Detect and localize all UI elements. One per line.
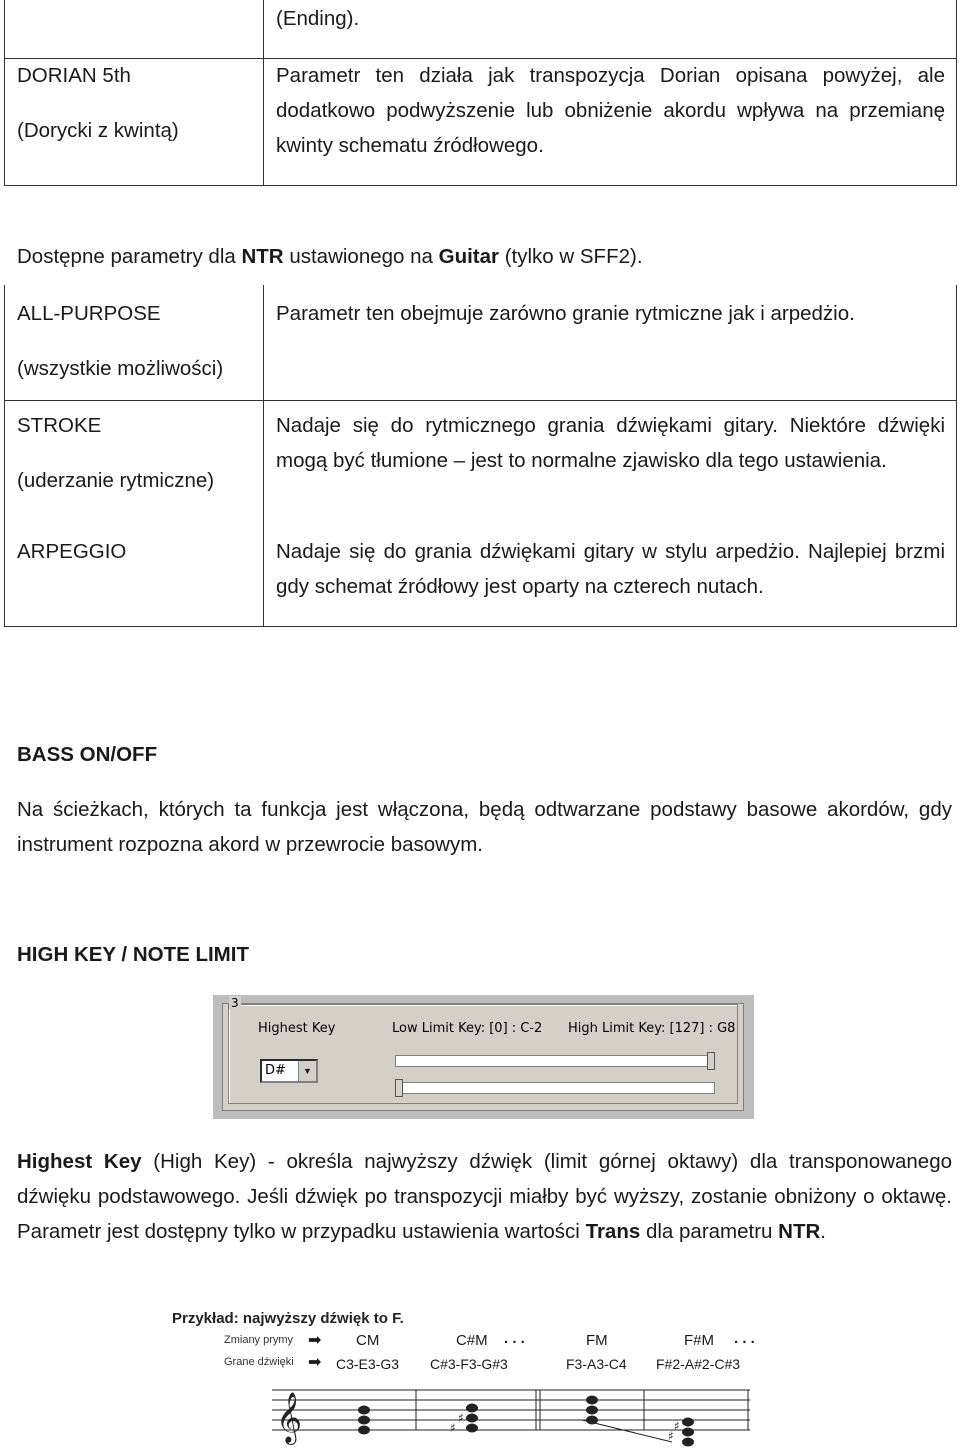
ntr-intro-guitar: Guitar: [438, 245, 500, 268]
table-column-divider: [263, 0, 264, 186]
ellipsis: . . .: [504, 1330, 525, 1347]
row2-label: Grane dźwięki: [224, 1356, 294, 1368]
chord-label: CM: [356, 1332, 380, 1349]
ntr-intro-before: Dostępne parametry dla: [17, 245, 242, 268]
table-column-divider: [263, 285, 264, 627]
highest-key-label: Highest Key: [258, 1021, 336, 1036]
ntr-intro-ntr: NTR: [241, 245, 284, 268]
ntr-intro-after: (tylko w SFF2).: [499, 245, 643, 268]
example-title: Przykład: najwyższy dźwięk to F.: [172, 1310, 404, 1327]
stroke-name: STROKE: [17, 414, 102, 437]
allpurpose-name: ALL-PURPOSE: [17, 302, 161, 325]
highest-key-text-3: .: [820, 1220, 826, 1243]
low-limit-label: Low Limit Key: [0] : C-2: [392, 1021, 543, 1036]
chord-label: F#M: [684, 1332, 714, 1349]
highest-key-term: Highest Key: [17, 1150, 142, 1173]
ellipsis: . . .: [734, 1330, 755, 1347]
highest-key-text-1: (High Key) - określa najwyższy dźwięk (limit górnej oktawy) dla transponowanego dźwięku podstawowego. Jeśli dźwięk po transpozycji miałby być wyższy, zostanie obniżony o oktawę. Parametr jest dostępny tylko w przypadku ustawienia wartości: [17, 1150, 952, 1243]
arpeggio-name: ARPEGGIO: [17, 540, 127, 563]
chord-label: FM: [586, 1332, 608, 1349]
table-row-divider: [4, 400, 957, 401]
svg-text:♯: ♯: [450, 1421, 456, 1435]
notes-label: C3-E3-G3: [336, 1356, 400, 1372]
bass-text: Na ścieżkach, których ta funkcja jest włączona, będą odtwarzane podstawy basowe akordów, gdy instrument rozpozna akord w przewrocie basowym.: [17, 798, 952, 856]
chord-label: C#M: [456, 1332, 488, 1349]
highest-key-value: D#: [265, 1063, 286, 1078]
notes-label: F3-A3-C4: [566, 1356, 627, 1372]
row1-label: Zmiany prymy: [224, 1334, 294, 1346]
low-limit-slider-track[interactable]: [395, 1082, 715, 1094]
music-staff: [272, 1380, 752, 1448]
notes-label: C#3-F3-G#3: [430, 1356, 508, 1372]
arpeggio-description: Nadaje się do grania dźwiękami gitary w stylu arpedżio. Najlepiej brzmi gdy schemat źródłowy jest oparty na czterech nutach.: [276, 540, 945, 598]
highest-key-paragraph: [17, 1144, 952, 1249]
allpurpose-description: Parametr ten obejmuje zarówno granie rytmiczne jak i arpedżio.: [276, 302, 855, 325]
low-limit-slider-thumb[interactable]: [395, 1079, 403, 1097]
svg-text:♯: ♯: [674, 1419, 680, 1433]
stroke-description: Nadaje się do rytmicznego grania dźwiękami gitary. Niektóre dźwięki mogą być tłumione – jest to normalne zjawisko dla tego ustawienia.: [276, 414, 945, 472]
arrow-icon: ➡: [308, 1354, 322, 1371]
notes-label: F#2-A#2-C#3: [656, 1356, 741, 1372]
allpurpose-name-pl: (wszystkie możliwości): [17, 357, 224, 380]
highkey-heading: HIGH KEY / NOTE LIMIT: [17, 943, 249, 966]
bass-heading: BASS ON/OFF: [17, 743, 158, 766]
ntr-intro-middle: ustawionego na: [283, 245, 439, 268]
svg-text:♯: ♯: [458, 1411, 464, 1425]
highest-key-select[interactable]: [260, 1059, 318, 1083]
highest-key-text-2: dla parametru: [640, 1220, 779, 1243]
high-limit-label: High Limit Key: [127] : G8: [568, 1021, 736, 1036]
svg-text:♯: ♯: [668, 1429, 674, 1443]
ntr-intro: [17, 239, 643, 274]
dorian5-name-pl: (Dorycki z kwintą): [17, 119, 179, 142]
ntr-term: NTR: [778, 1220, 821, 1243]
dorian5-name: DORIAN 5th: [17, 64, 131, 87]
high-limit-slider-thumb[interactable]: [707, 1052, 715, 1070]
trans-term: Trans: [585, 1220, 641, 1243]
stroke-name-pl: (uderzanie rytmiczne): [17, 469, 215, 492]
svg-text:𝄞: 𝄞: [276, 1392, 303, 1443]
ending-cell: (Ending).: [276, 7, 360, 30]
arrow-icon: ➡: [308, 1332, 322, 1349]
dorian5-description: Parametr ten działa jak transpozycja Dorian opisana powyżej, ale dodatkowo podwyższenie lub obniżenie akordu wpływa na przemianę kwinty schematu źródłowego.: [276, 64, 945, 157]
group-number: 3: [231, 996, 239, 1010]
chevron-down-icon[interactable]: ▼: [298, 1061, 316, 1081]
high-limit-slider-track[interactable]: [395, 1055, 715, 1067]
transposition-example: [168, 1306, 798, 1448]
